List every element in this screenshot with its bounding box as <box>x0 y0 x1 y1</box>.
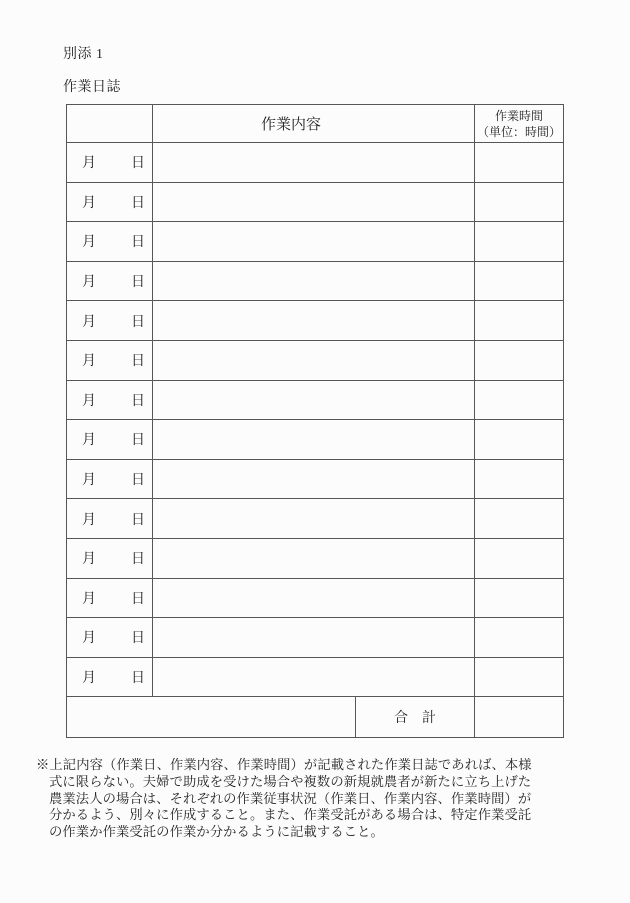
attachment-label: 別添 1 <box>63 47 104 62</box>
work-content-cell <box>153 459 475 499</box>
day-label: 日 <box>131 314 145 330</box>
footnote <box>36 757 600 841</box>
total-label-cell: 合 計 <box>356 697 475 738</box>
day-label: 日 <box>131 195 145 211</box>
total-value-cell <box>475 697 564 738</box>
footnote-line: ※上記内容（作業日、作業内容、作業時間）が記載された作業日誌であれば、本様 <box>36 757 532 772</box>
date-wrap <box>67 429 152 449</box>
date-wrap <box>67 311 152 331</box>
month-label: 月 <box>82 671 96 687</box>
month-label: 月 <box>82 195 96 211</box>
work-time-cell <box>475 618 564 658</box>
table-row <box>67 340 564 380</box>
date-cell <box>67 618 153 658</box>
work-content-cell <box>153 499 475 539</box>
date-cell <box>67 261 153 301</box>
month-label: 月 <box>82 512 96 528</box>
work-time-cell <box>475 578 564 618</box>
table-header-row <box>67 105 564 143</box>
date-cell <box>67 143 153 183</box>
table-row <box>67 538 564 578</box>
month-label: 月 <box>82 354 96 370</box>
work-content-cell <box>153 538 475 578</box>
work-content-cell <box>153 657 475 697</box>
date-wrap <box>67 509 152 529</box>
work-content-cell <box>153 301 475 341</box>
date-wrap <box>67 350 152 370</box>
month-label: 月 <box>82 235 96 251</box>
month-label: 月 <box>82 433 96 449</box>
month-label: 月 <box>82 314 96 330</box>
work-time-cell <box>475 340 564 380</box>
work-content-cell <box>153 618 475 658</box>
month-label: 月 <box>82 473 96 489</box>
month-label: 月 <box>82 591 96 607</box>
date-wrap <box>67 469 152 489</box>
date-wrap <box>67 667 152 687</box>
work-time-cell <box>475 182 564 222</box>
work-time-cell <box>475 143 564 183</box>
work-content-cell <box>153 340 475 380</box>
date-wrap <box>67 627 152 647</box>
date-cell <box>67 499 153 539</box>
table-row <box>67 182 564 222</box>
day-label: 日 <box>131 631 145 647</box>
work-time-cell <box>475 301 564 341</box>
day-label: 日 <box>131 235 145 251</box>
date-cell <box>67 578 153 618</box>
header-time-label: 作業時間 <box>495 108 544 123</box>
table-row <box>67 499 564 539</box>
table-row <box>67 459 564 499</box>
day-label: 日 <box>131 473 145 489</box>
date-cell <box>67 538 153 578</box>
total-row <box>67 697 564 738</box>
work-time-cell <box>475 261 564 301</box>
day-label: 日 <box>131 156 145 172</box>
work-time-cell <box>475 459 564 499</box>
work-time-cell <box>475 222 564 262</box>
footnote-line: 式に限らない。夫婦で助成を受けた場合や複数の新規就農者が新たに立ち上げた <box>49 773 532 789</box>
header-time-cell <box>475 105 564 143</box>
work-time-cell <box>475 380 564 420</box>
day-label: 日 <box>131 433 145 449</box>
work-time-cell <box>475 538 564 578</box>
date-wrap <box>67 231 152 251</box>
day-label: 日 <box>131 671 145 687</box>
work-content-cell <box>153 143 475 183</box>
date-cell <box>67 301 153 341</box>
date-cell <box>67 222 153 262</box>
date-wrap <box>67 152 152 172</box>
header-date-cell <box>67 105 153 143</box>
table-row <box>67 657 564 697</box>
date-cell <box>67 182 153 222</box>
work-content-cell <box>153 182 475 222</box>
footnote-line: 農業法人の場合は、それぞれの作業従事状況（作業日、作業内容、作業時間）が <box>49 790 532 806</box>
work-content-cell <box>153 380 475 420</box>
month-label: 月 <box>82 156 96 172</box>
date-wrap <box>67 548 152 568</box>
day-label: 日 <box>131 275 145 291</box>
date-cell <box>67 340 153 380</box>
day-label: 日 <box>131 552 145 568</box>
month-label: 月 <box>82 275 96 291</box>
day-label: 日 <box>131 354 145 370</box>
table-row <box>67 380 564 420</box>
day-label: 日 <box>131 393 145 409</box>
work-content-cell <box>153 578 475 618</box>
date-wrap <box>67 271 152 291</box>
day-label: 日 <box>131 512 145 528</box>
total-spacer <box>67 697 356 738</box>
table-row <box>67 261 564 301</box>
date-cell <box>67 459 153 499</box>
date-cell <box>67 380 153 420</box>
date-cell <box>67 420 153 460</box>
table-row <box>67 301 564 341</box>
date-wrap <box>67 192 152 212</box>
work-time-cell <box>475 657 564 697</box>
work-content-cell <box>153 420 475 460</box>
header-time-unit-label: （単位：時間） <box>477 124 562 139</box>
month-label: 月 <box>82 552 96 568</box>
work-time-cell <box>475 420 564 460</box>
table-row <box>67 222 564 262</box>
work-content-cell <box>153 222 475 262</box>
footnote-line: 分かるよう、別々に作成すること。また、作業受託がある場合は、特定作業受託 <box>49 807 532 823</box>
work-time-cell <box>475 499 564 539</box>
table-row <box>67 618 564 658</box>
day-label: 日 <box>131 591 145 607</box>
work-log-table <box>66 104 564 738</box>
footnote-line: の作業か作業受託の作業か分かるように記載すること。 <box>49 824 384 840</box>
header-content-cell: 作業内容 <box>153 105 475 143</box>
table-row <box>67 143 564 183</box>
month-label: 月 <box>82 393 96 409</box>
date-wrap <box>67 588 152 608</box>
month-label: 月 <box>82 631 96 647</box>
table-row <box>67 578 564 618</box>
date-cell <box>67 657 153 697</box>
work-content-cell <box>153 261 475 301</box>
page-title: 作業日誌 <box>63 80 121 95</box>
date-wrap <box>67 390 152 410</box>
table-row <box>67 420 564 460</box>
